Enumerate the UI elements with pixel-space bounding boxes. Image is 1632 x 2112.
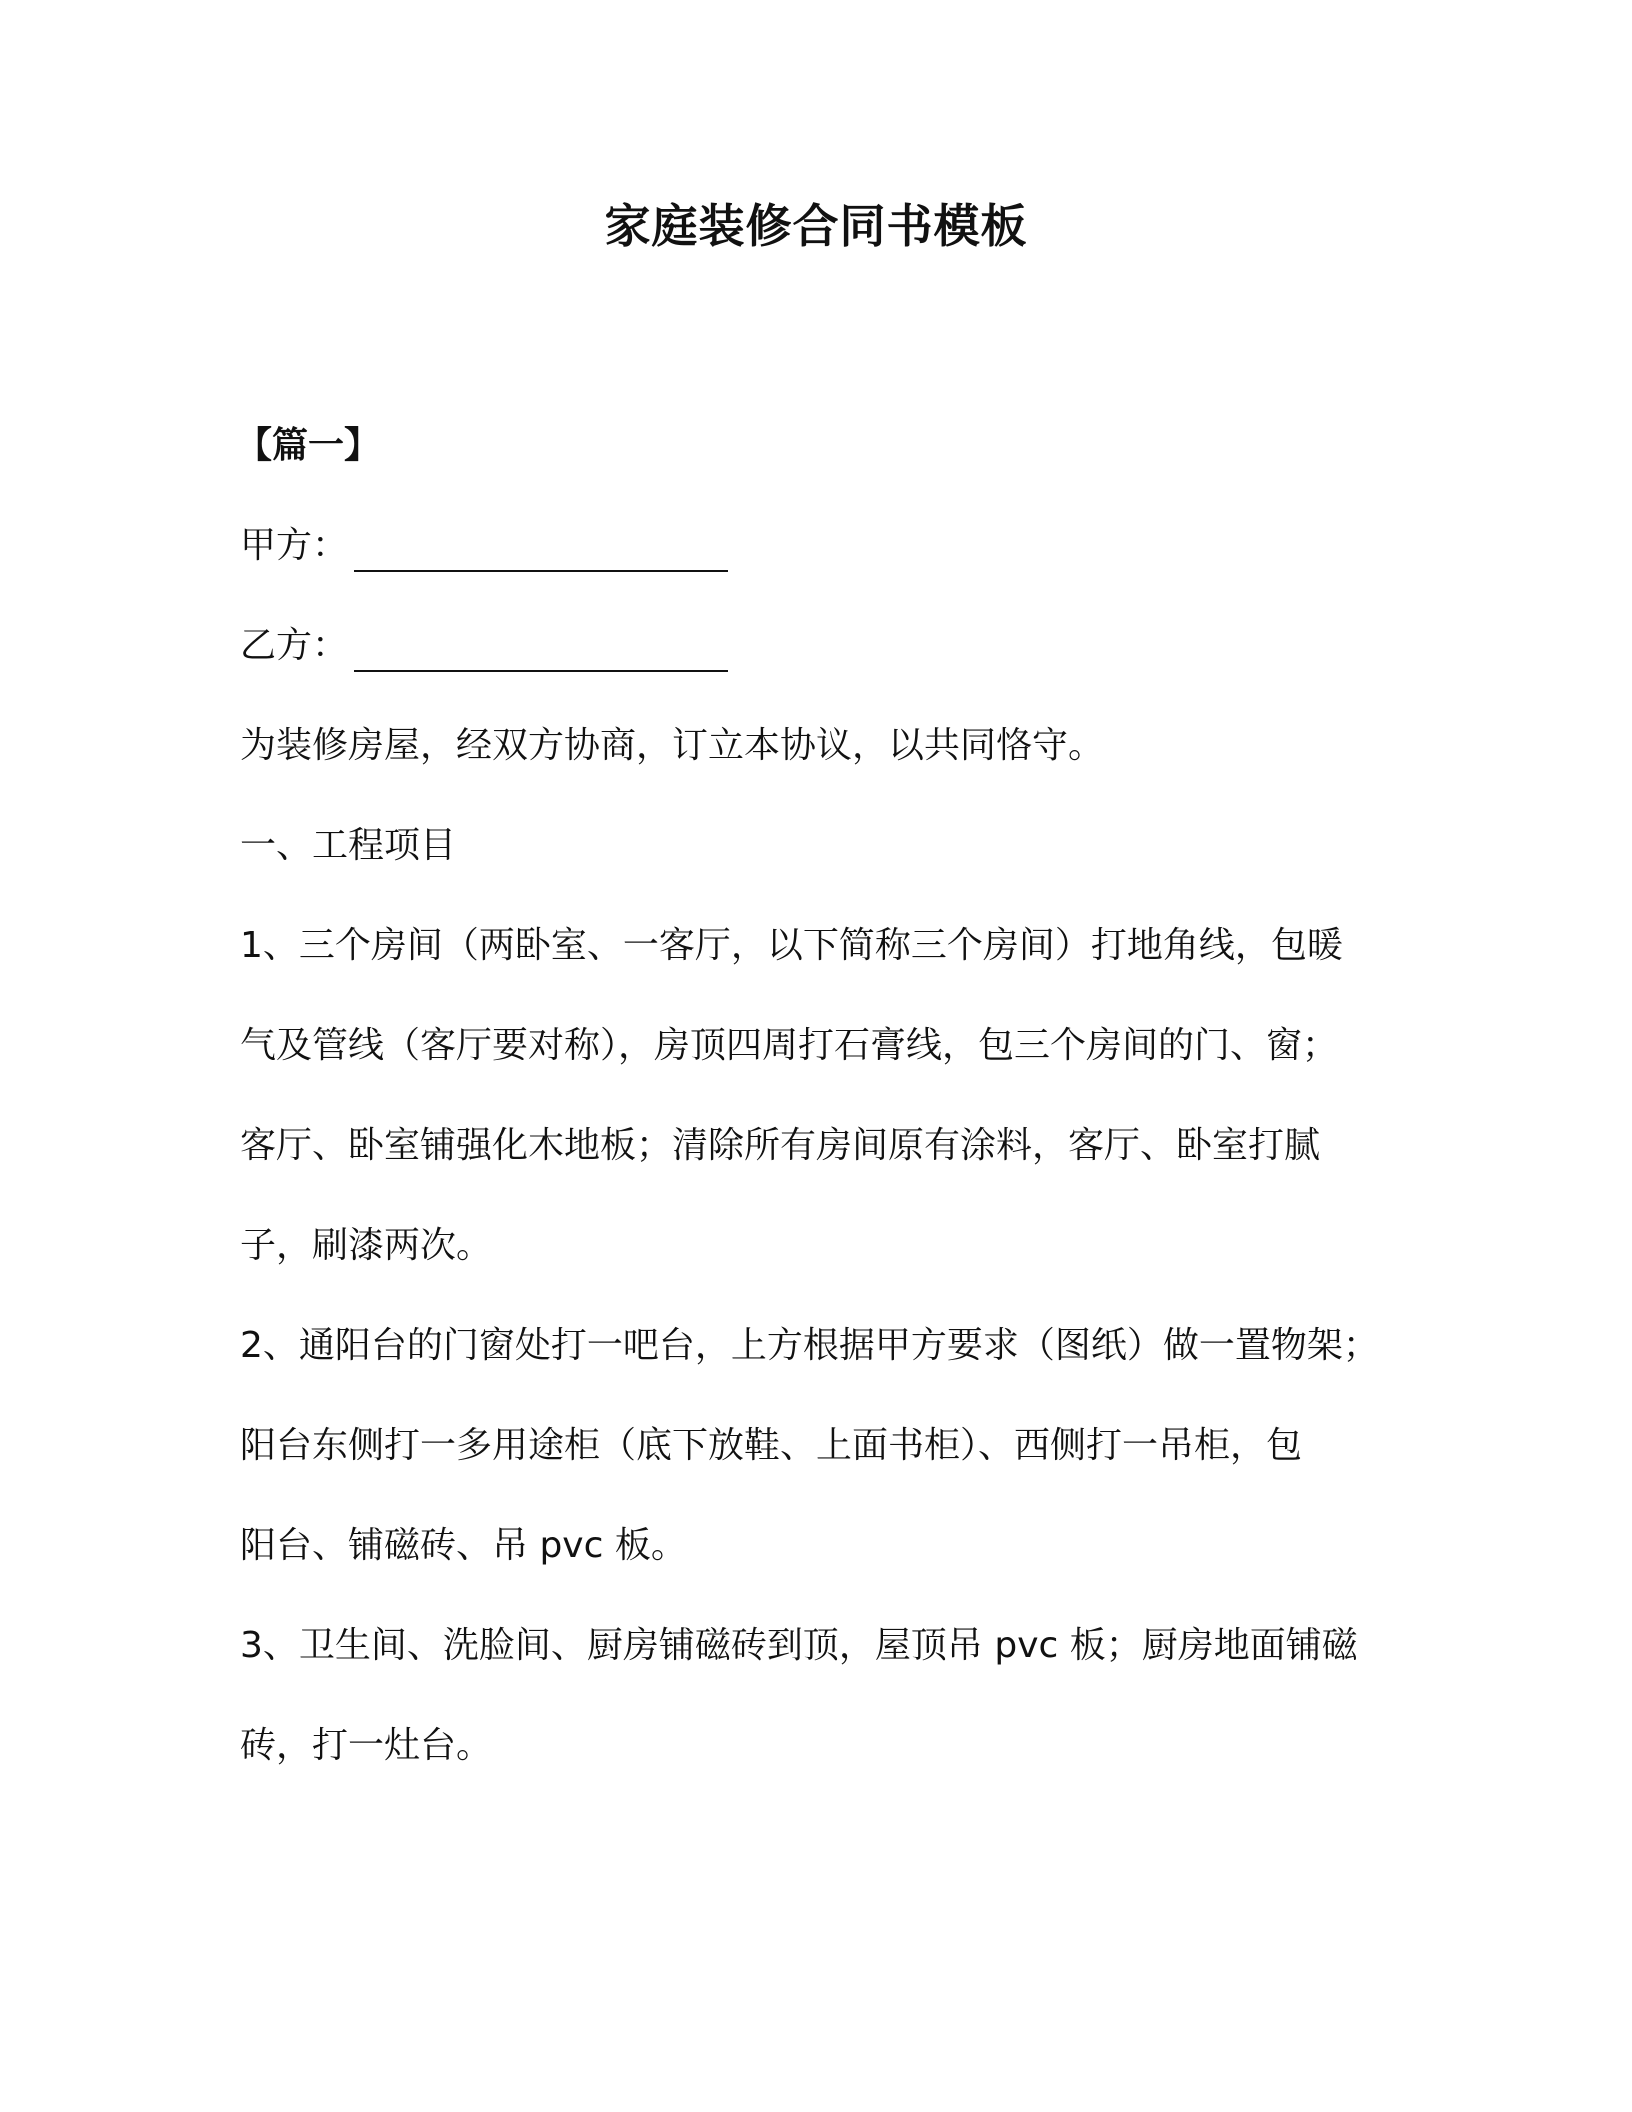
item2-line1: 2、通阳台的门窗处打一吧台，上方根据甲方要求（图纸）做一置物架；: [240, 1325, 1379, 1366]
party-b-blank: [354, 632, 728, 672]
item1-line4: 子，刷漆两次。: [240, 1225, 493, 1266]
party-a-label: 甲方：: [240, 525, 349, 566]
item2-line3: 阳台、铺磁砖、吊 pvc 板。: [240, 1525, 687, 1566]
party-a-blank: [354, 532, 728, 572]
heading-projects: 一、工程项目: [240, 825, 457, 866]
item1-line3: 客厅、卧室铺强化木地板；清除所有房间原有涂料，客厅、卧室打腻: [240, 1125, 1321, 1166]
item3-line2: 砖，打一灶台。: [240, 1725, 493, 1766]
section-heading: 【篇一】: [236, 425, 381, 466]
intro-paragraph: 为装修房屋，经双方协商，订立本协议，以共同恪守。: [240, 725, 1105, 766]
item1-line2: 气及管线（客厅要对称），房顶四周打石膏线，包三个房间的门、窗；: [240, 1025, 1339, 1066]
party-a-line: [240, 520, 728, 572]
party-b-line: [240, 620, 728, 672]
document-title: 家庭装修合同书模板: [604, 199, 1028, 253]
item3-line1: 3、卫生间、洗脸间、厨房铺磁砖到顶，屋顶吊 pvc 板；厨房地面铺磁: [240, 1625, 1358, 1666]
party-b-label: 乙方：: [240, 625, 349, 666]
item2-line2: 阳台东侧打一多用途柜（底下放鞋、上面书柜）、西侧打一吊柜，包: [240, 1425, 1303, 1466]
item1-line1: 1、三个房间（两卧室、一客厅，以下简称三个房间）打地角线，包暖: [240, 925, 1343, 966]
